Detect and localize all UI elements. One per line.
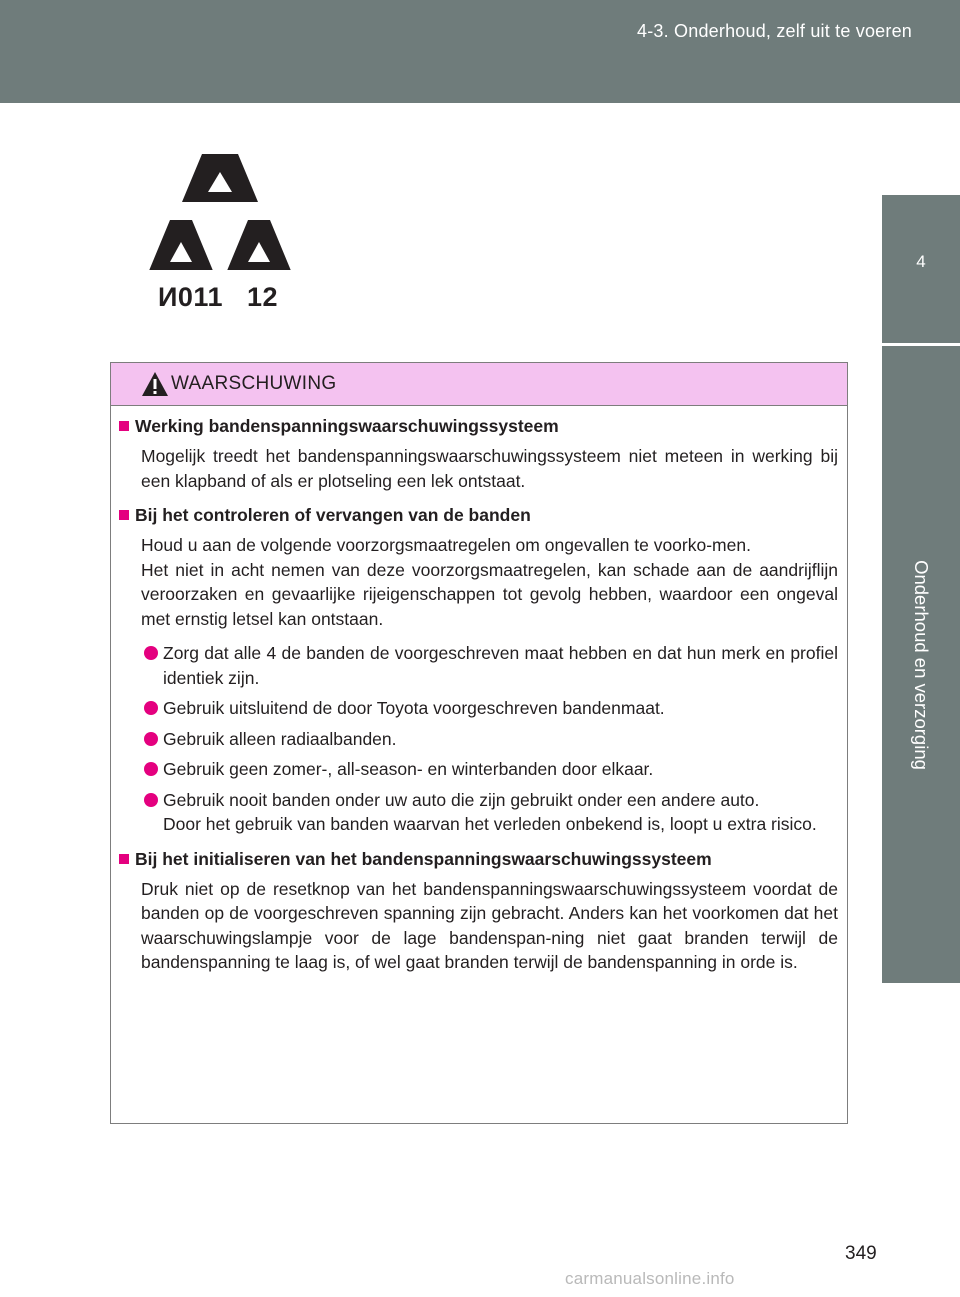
chapter-title: Onderhoud en verzorging <box>911 560 932 770</box>
square-bullet-icon <box>119 510 129 520</box>
section-heading-text: Bij het initialiseren van het bandenspanningswaarschuwingssysteem <box>135 848 712 869</box>
list-item-text: Gebruik nooit banden onder uw auto die zijn gebruikt onder een andere auto. <box>163 789 760 810</box>
section-heading-text: Bij het controleren of vervangen van de banden <box>135 505 531 525</box>
section-heading <box>119 503 838 527</box>
paragraph <box>119 444 838 493</box>
round-bullet-icon <box>144 646 158 660</box>
list-item <box>119 788 838 837</box>
list-item <box>119 641 838 690</box>
header-bar <box>0 0 960 103</box>
bullet-list <box>119 641 838 837</box>
chapter-number: 4 <box>916 252 926 271</box>
list-item-text: Zorg dat alle 4 de banden de voorgeschreven maat hebben en dat hun merk en profiel identiek zijn. <box>163 643 838 688</box>
section-heading-text: Werking bandenspanningswaarschuwingssysteem <box>135 416 559 436</box>
section-heading <box>119 414 838 438</box>
triangle-marking-icon <box>140 150 300 270</box>
page-number: 349 <box>845 1243 877 1264</box>
square-bullet-icon <box>119 421 129 431</box>
list-item-text: Gebruik alleen radiaalbanden. <box>163 728 397 749</box>
list-item-text: Door het gebruik van banden waarvan het verleden onbekend is, loopt u extra risico. <box>163 814 817 834</box>
paragraph-text: Het niet in acht nemen van deze voorzorgsmaatregelen, kan schade aan de aandrijflijn veroorzaken en gevaarlijke rijeigenschappen tot gevolg hebben, waardoor een ongeval met ernstig letsel kan ontstaan. <box>141 559 838 629</box>
warning-header <box>111 363 847 406</box>
warning-box <box>110 362 848 1124</box>
warning-body <box>111 406 847 975</box>
section-title: 4-3. Onderhoud, zelf uit te voeren <box>637 21 912 41</box>
tab-divider <box>882 343 960 346</box>
paragraph-text: Druk niet op de resetknop van het bandenspanningswaarschuwingssysteem voordat de banden op de voorgeschreven spanning zijn gebracht. Anders kan het voorkomen dat het waarschuwingslampje voor de lage bandenspan-ning niet gaat branden terwijl de bandenspanning te laag is, of wel gaat branden terwijl de bandenspanning in orde is. <box>141 878 838 972</box>
paragraph <box>119 533 838 631</box>
list-item <box>119 757 838 782</box>
watermark: carmanualsonline.info <box>565 1269 735 1288</box>
tire-marking-illustration <box>140 150 300 325</box>
square-bullet-icon <box>119 854 129 864</box>
list-item-text: Gebruik uitsluitend de door Toyota voorgeschreven bandenmaat. <box>163 698 665 718</box>
warning-triangle-icon <box>141 371 169 397</box>
round-bullet-icon <box>144 793 158 807</box>
warning-title: WAARSCHUWING <box>171 373 337 394</box>
round-bullet-icon <box>144 762 158 776</box>
tire-marking-code: И011 12 <box>158 282 279 312</box>
chapter-side-tab[interactable] <box>882 195 960 983</box>
chapter-number-box <box>882 195 960 343</box>
list-item-text: Gebruik geen zomer-, all-season- en winterbanden door elkaar. <box>163 759 654 779</box>
section-heading <box>119 847 838 871</box>
list-item <box>119 727 838 752</box>
paragraph <box>119 877 838 975</box>
list-item <box>119 696 838 721</box>
paragraph-text: Houd u aan de volgende voorzorgsmaatregelen om ongevallen te voorko-men. <box>141 535 751 555</box>
paragraph-text: Mogelijk treedt het bandenspanningswaarschuwingssysteem niet meteen in werking bij een klapband of als er plotseling een lek ontstaat. <box>141 446 838 491</box>
round-bullet-icon <box>144 701 158 715</box>
round-bullet-icon <box>144 732 158 746</box>
